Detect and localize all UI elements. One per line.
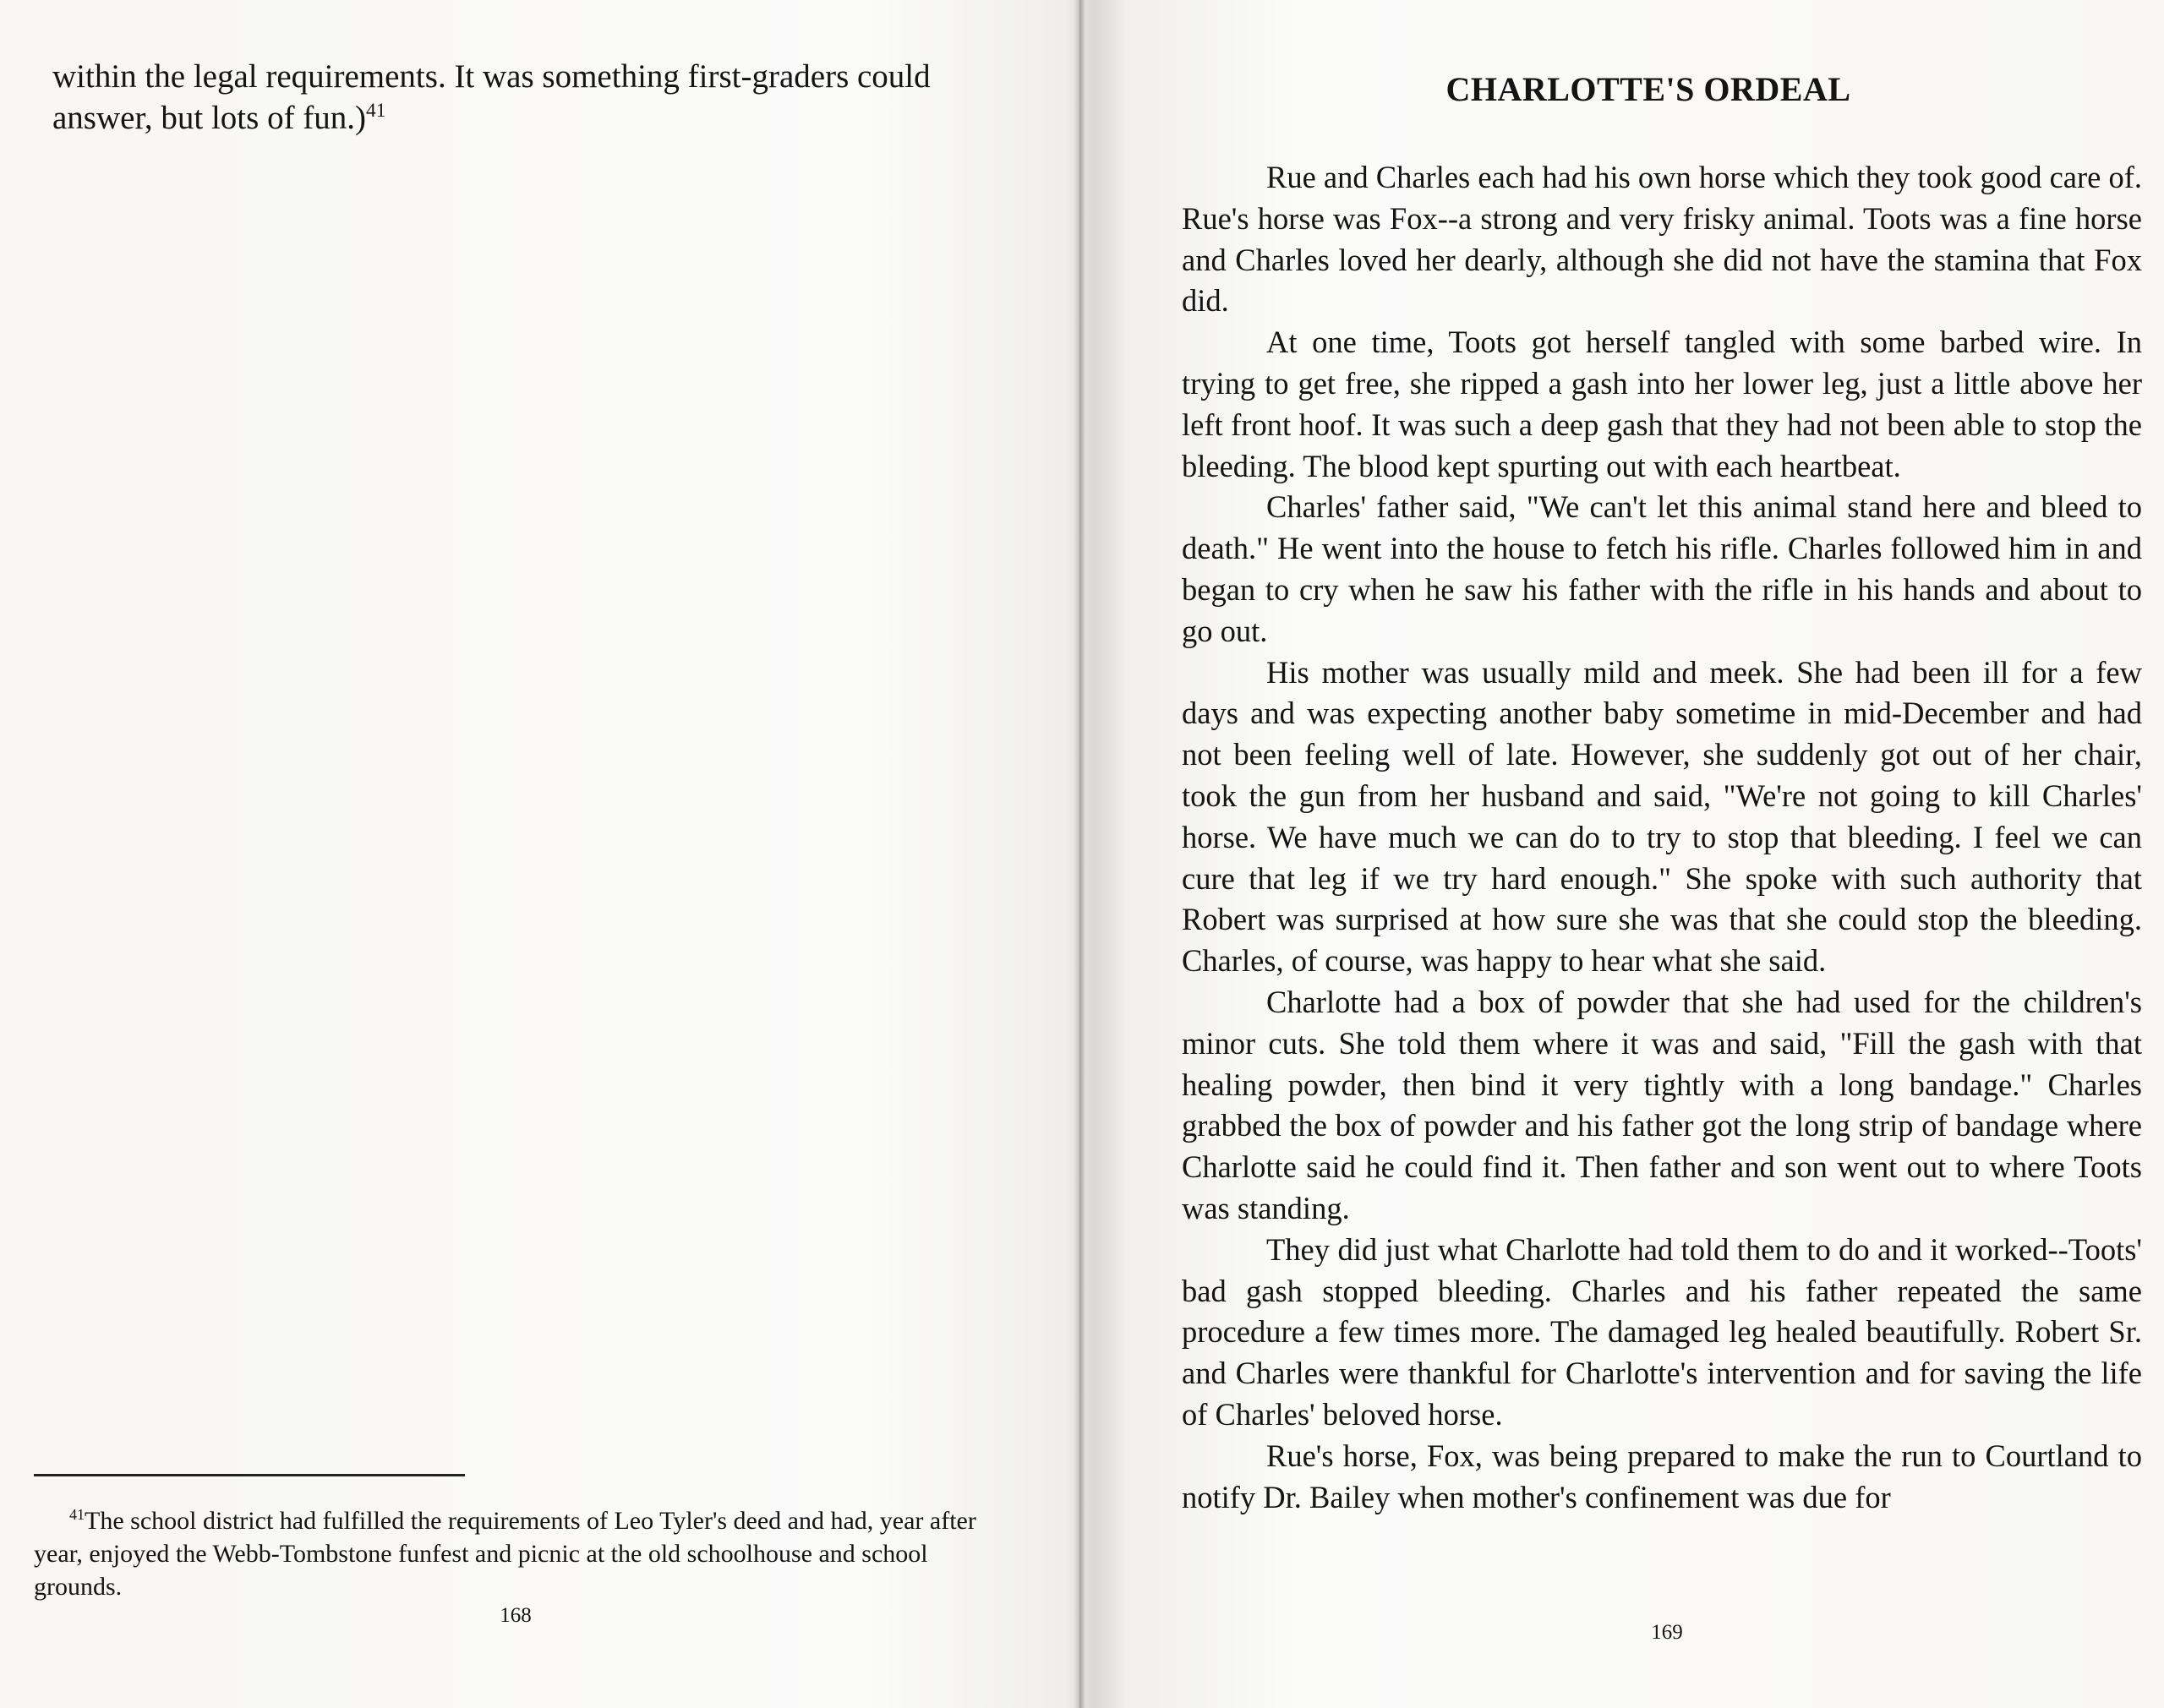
continuation-text: within the legal requirements. It was something first-graders could answer, but lots of fun.) — [52, 58, 931, 136]
paragraph: His mother was usually mild and meek. She had been ill for a few days and was expecting another baby sometime in mid-December and had not been feeling well of late. However, she suddenly got out of her chair, took the gun from her husband and said, "We're not going to kill Charles' horse. We have much we can do to try to stop that bleeding. I feel we can cure that leg if we try hard enough." She spoke with such authority that Robert was surprised at how sure she was that she could stop the bleeding. Charles, of course, was happy to hear what she said. — [1182, 654, 2142, 979]
chapter-title: CHARLOTTE'S ORDEAL — [1445, 70, 1851, 108]
paragraph: They did just what Charlotte had told them to do and it worked--Toots' bad gash stopped bleeding. Charles and his father repeated the same procedure a few times more. The damaged leg healed beautifully. Robert Sr. and Charles were thankful for Charlotte's intervention and for saving the life of Charles' beloved horse. — [1182, 1231, 2142, 1432]
continuation-paragraph — [52, 56, 1025, 139]
footnote-divider — [34, 1474, 465, 1476]
paragraph: Charles' father said, "We can't let this animal stand here and bleed to death." He went into the house to fetch his rifle. Charles followed him in and began to cry when he saw his father with the rifle in his hands and about to go out. — [1182, 489, 2142, 648]
page-number-left: 168 — [500, 1604, 532, 1627]
chapter-body — [1182, 157, 2142, 1518]
footnote-marker: 41 — [69, 1506, 85, 1523]
paragraph: Charlotte had a box of powder that she had used for the children's minor cuts. She told them where it was and said, "Fill the gash with that healing powder, then bind it very tightly with a long bandage." Charles grabbed the box of powder and his father got the long strip of bandage where Charlotte said he could find it. Then father and son went out to where Toots was standing. — [1182, 984, 2142, 1225]
footnote — [34, 1504, 989, 1603]
paragraph: At one time, Toots got herself tangled with some barbed wire. In trying to get free, she ripped a gash into her lower leg, just a little above her left front hoof. It was such a deep gash that they had not been able to stop the bleeding. The blood kept spurting out with each heartbeat. — [1182, 325, 2142, 483]
footnote-reference: 41 — [366, 100, 386, 122]
footnote-text: The school district had fulfilled the requirements of Leo Tyler's deed and had, year after year, enjoyed the Webb-Tombstone funfest and picnic at the old schoolhouse and school grounds. — [34, 1507, 976, 1601]
right-page — [1082, 0, 2164, 1708]
page-number-right: 169 — [1651, 1621, 1683, 1644]
paragraph: Rue and Charles each had his own horse which they took good care of. Rue's horse was Fox--a strong and very frisky animal. Toots was a fine horse and Charles loved her dearly, although she did not have the stamina that Fox did. — [1182, 160, 2142, 319]
paragraph: Rue's horse, Fox, was being prepared to make the run to Courtland to notify Dr. Bailey when mother's confinement was due for — [1182, 1438, 2142, 1514]
